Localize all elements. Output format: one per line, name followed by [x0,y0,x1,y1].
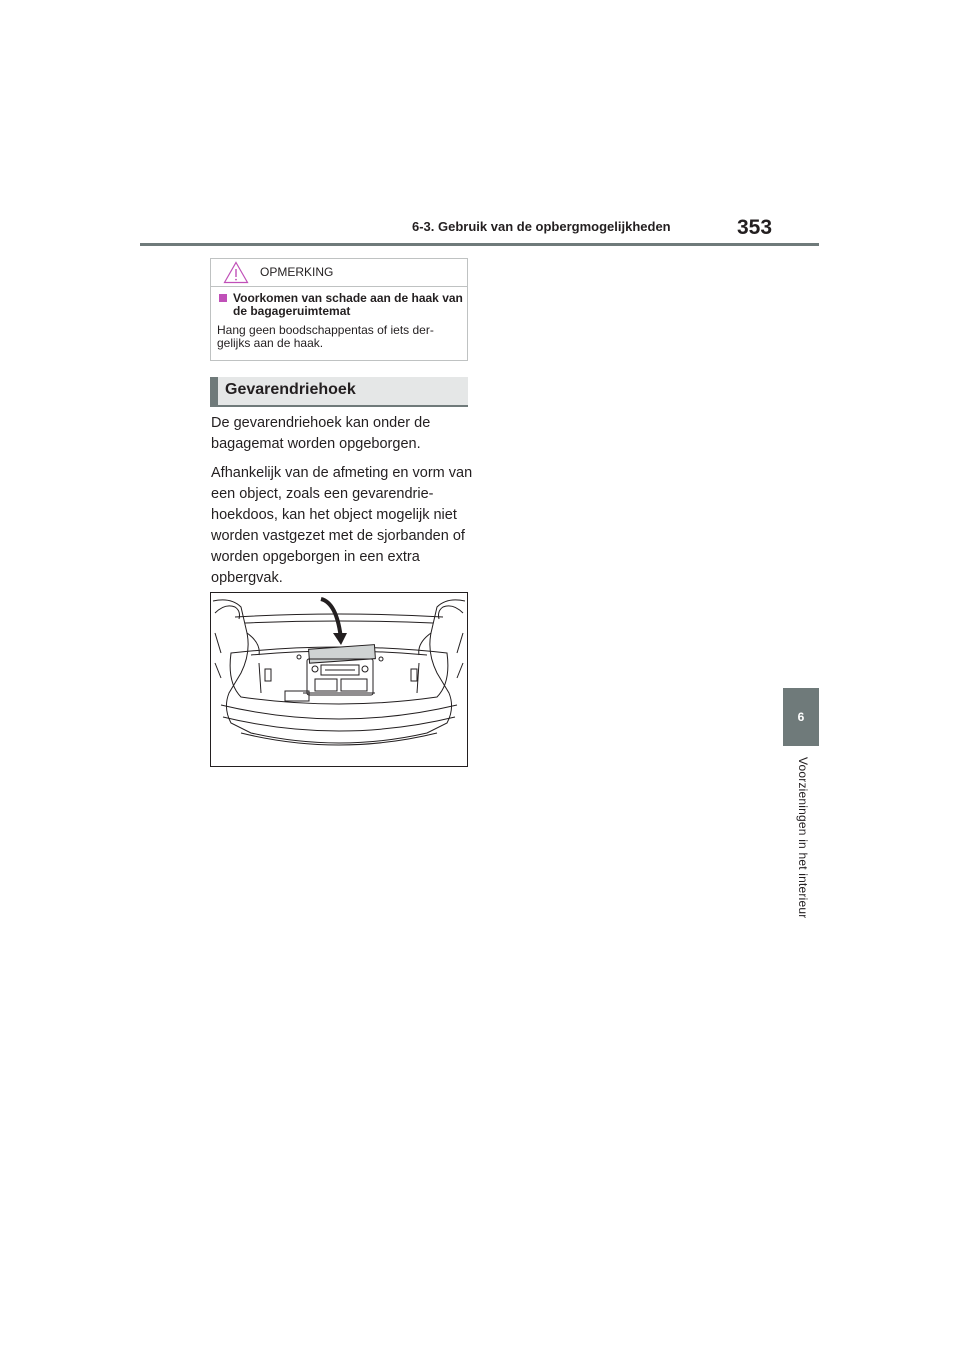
page-number: 353 [737,216,773,239]
notice-title: OPMERKING [260,265,334,279]
notice-text: Hang geen boodschappentas of iets der-gelijks aan de haak. [217,323,434,350]
body-text [211,413,473,597]
notice-subtitle [217,292,463,318]
notice-header [211,259,467,287]
paragraph: Afhankelijk van de afmeting en vorm van een object, zoals een gevarendrie-hoekdoos, kan het object mogelijk niet worden vastgezet met de sjorbanden of worden opgeborgen in een extra opbergvak. [211,465,473,586]
section-heading-label: Gevarendriehoek [225,381,356,398]
trunk-drawing [211,593,467,766]
notice-box [210,258,468,361]
chapter-tab: 6 [783,688,819,746]
chapter-title: Voorzieningen in het interieur [796,757,810,919]
header-divider [140,243,819,246]
heading-bar [210,377,218,405]
square-bullet-icon [219,294,227,302]
section-title: 6-3. Gebruik van de opbergmogelijkheden [412,219,671,234]
paragraph: De gevarendriehoek kan onder de bagagemat worden opgeborgen. [211,415,431,452]
warning-triangle-icon [223,261,249,284]
notice-subtitle-text: Voorkomen van schade aan de haak van de bagageruimtemat [233,291,463,318]
section-heading [210,377,468,407]
trunk-illustration [210,592,468,767]
